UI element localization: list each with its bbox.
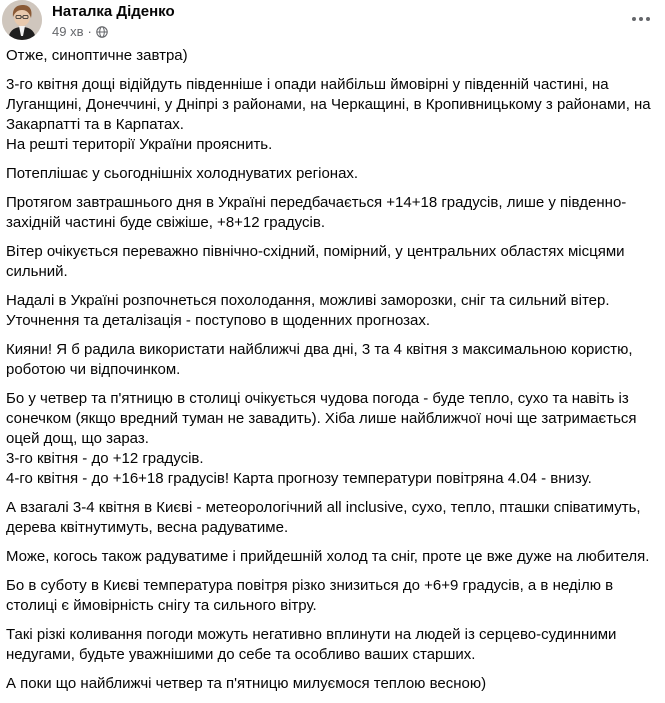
post-paragraph	[6, 576, 658, 616]
paragraph-line: Вітер очікується переважно північно-східний, помірний, у центральних областях місцями сильний.	[6, 243, 625, 280]
post-paragraph	[6, 193, 658, 233]
post-paragraph	[6, 340, 658, 380]
paragraph-line: 3-го квітня - до +12 градусів.	[6, 450, 204, 467]
post-paragraph	[6, 164, 658, 184]
author-name[interactable]: Наталка Діденко	[52, 3, 175, 20]
paragraph-line: Бо у четвер та п'ятницю в столиці очікується чудова погода - буде тепло, сухо та навіть із сонечком (якщо вредний туман не завадить). Хіба лише найближчої ночі ще затримається оцей дощ, що зараз.	[6, 390, 637, 447]
author-avatar[interactable]	[2, 0, 42, 40]
post-paragraph	[6, 291, 658, 331]
post-paragraph	[6, 389, 658, 489]
post-paragraph	[6, 498, 658, 538]
paragraph-line: Потеплішає у сьогоднішніх холоднуватих регіонах.	[6, 165, 359, 182]
post-paragraph	[6, 46, 658, 66]
paragraph-line: А взагалі 3-4 квітня в Києві - метеорологічний all inclusive, сухо, тепло, пташки співатимуть, дерева квітнутимуть, весна радуватиме.	[6, 499, 641, 536]
post-paragraph	[6, 242, 658, 282]
more-options-button[interactable]	[626, 6, 656, 32]
paragraph-line: Бо в суботу в Києві температура повітря різко знизиться до +6+9 градусів, а в неділю в столиці є ймовірність снігу та сильного вітру.	[6, 577, 614, 614]
globe-icon[interactable]	[96, 26, 108, 38]
post-timestamp[interactable]: 49 хв	[52, 24, 84, 39]
user-avatar-icon	[2, 0, 42, 40]
paragraph-line: Отже, синоптичне завтра)	[6, 47, 188, 64]
paragraph-line: На решті території України прояснить.	[6, 136, 273, 153]
post-paragraph	[6, 674, 658, 694]
post-paragraph	[6, 625, 658, 665]
post-meta	[52, 24, 108, 39]
paragraph-line: Уточнення та деталізація - поступово в щоденних прогнозах.	[6, 312, 431, 329]
paragraph-line: Надалі в Україні розпочнеться похолодання, можливі заморозки, сніг та сильний вітер.	[6, 292, 610, 309]
paragraph-line: Такі різкі коливання погоди можуть негативно вплинути на людей із серцево-судинними недугами, будьте уважнішими до себе та особливо ваших старших.	[6, 626, 617, 663]
paragraph-line: Протягом завтрашнього дня в Україні передбачається +14+18 градусів, лише у південно-західній частині буде свіжіше, +8+12 градусів.	[6, 194, 627, 231]
more-dots-icon	[631, 16, 651, 22]
paragraph-line: 3-го квітня дощі відійдуть південніше і опади найбільш ймовірні у південній частині, на Луганщині, Донеччині, у Дніпрі з районами, на Черкащині, в Кропивницькому з районами, на Закарпатті та в Карпатах.	[6, 76, 651, 133]
paragraph-line: Може, когось також радуватиме і прийдешній холод та сніг, проте це вже дуже на любителя.	[6, 548, 650, 565]
paragraph-line: 4-го квітня - до +16+18 градусів! Карта прогнозу температури повітряна 4.04 - внизу.	[6, 470, 592, 487]
post-paragraph	[6, 547, 658, 567]
paragraph-line: Кияни! Я б радила використати найближчі два дні, 3 та 4 квітня з максимальною користю, роботою чи відпочинком.	[6, 341, 633, 378]
post-header	[0, 0, 665, 44]
post-paragraph	[6, 75, 658, 155]
post-text	[6, 46, 658, 703]
meta-separator: ·	[87, 24, 92, 39]
paragraph-line: А поки що найближчі четвер та п'ятницю милуємося теплою весною)	[6, 675, 487, 692]
